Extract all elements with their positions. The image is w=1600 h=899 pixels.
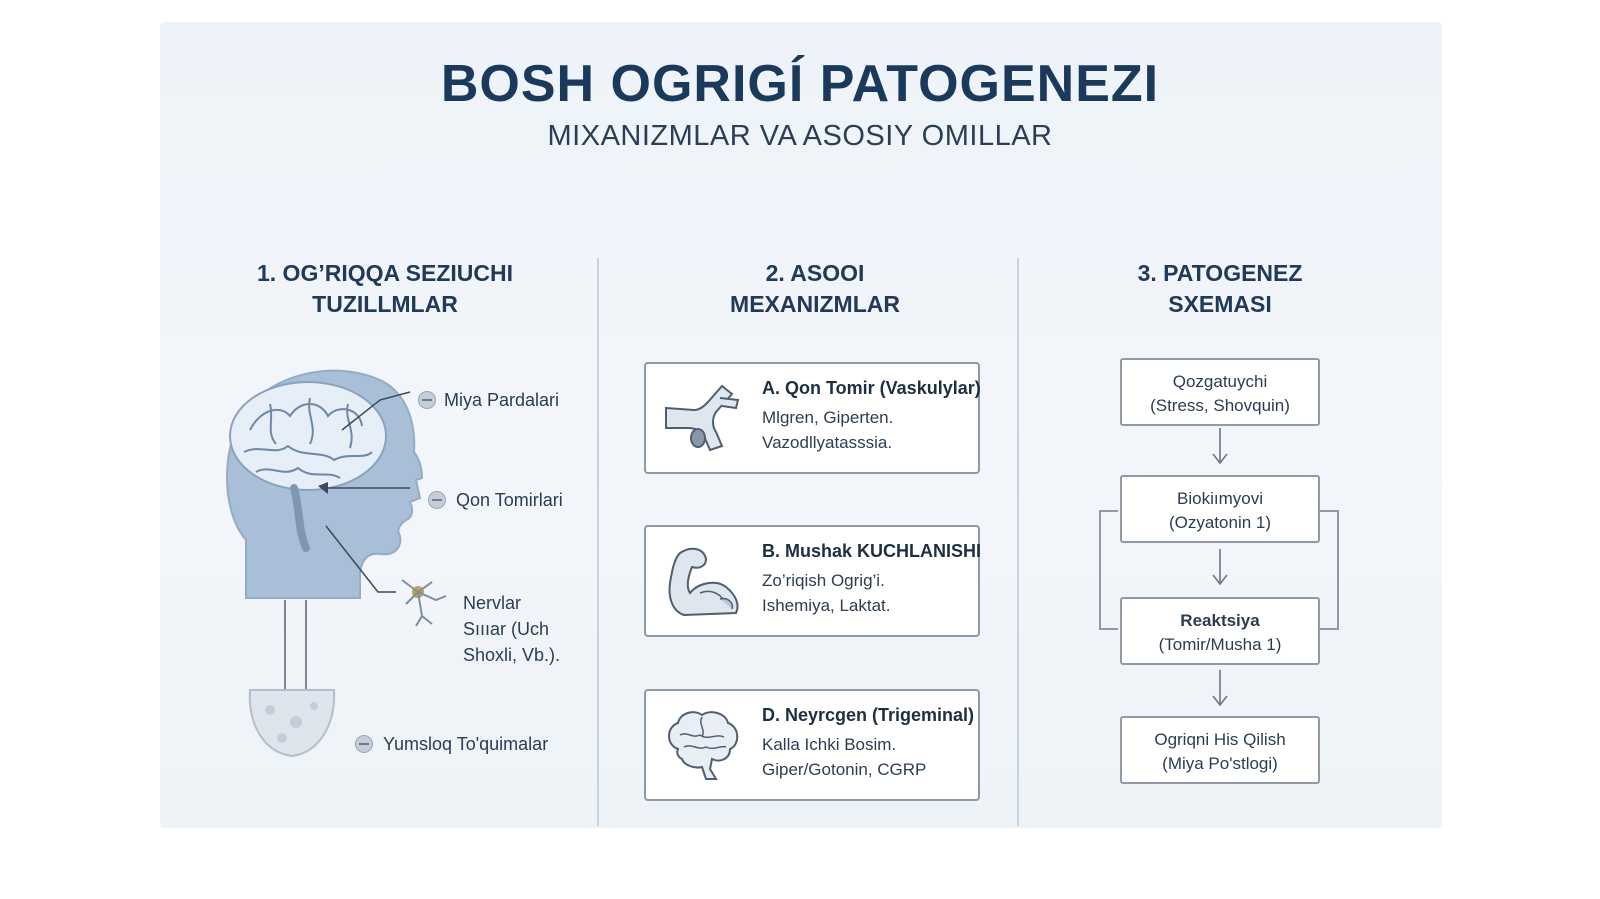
down-arrow-icon <box>1211 547 1229 587</box>
flow-step-reaction-line1: Reaktsiya <box>1180 611 1260 630</box>
mechanism-line1-neurogenic: Kalla Ichki Bosim. <box>762 735 897 754</box>
column-2-heading-line2: MEXANIZMLAR <box>730 291 900 317</box>
label-yumsoq-toquimalar: Yumsloq To'quimalar <box>383 734 549 754</box>
brain-icon <box>660 705 746 787</box>
mechanism-card-muscle <box>644 525 980 637</box>
column-2-heading-line1: 2. ASOOI <box>765 260 865 286</box>
flow-step-trigger-line2: (Stress, Shovquin) <box>1150 396 1290 415</box>
mechanism-line1-muscle: Zo’riqish Ogrig’i. <box>762 571 885 590</box>
down-arrow-icon <box>1211 668 1229 708</box>
muscle-arm-icon <box>660 541 746 623</box>
column-3-heading-line2: SXEMASI <box>1168 291 1272 317</box>
column-1-heading-line2: TUZILLMLAR <box>312 291 458 317</box>
flow-step-pain-perception-line2: (Miya Po'stlogi) <box>1162 754 1278 773</box>
mechanism-title-neurogenic: D. Neyrcgen (Trigeminal) <box>762 705 975 725</box>
page-title: BOSH OGRIGÍ PATOGENEZI <box>440 55 1160 113</box>
label-nervlar-line2: Sıııar (Uch <box>463 619 550 639</box>
yumsoq-bullet-icon <box>355 735 373 753</box>
label-nervlar-line1: Nervlar <box>463 593 522 613</box>
down-arrow-icon <box>1211 426 1229 466</box>
flow-step-trigger <box>1120 358 1320 426</box>
column-1-heading <box>220 258 550 320</box>
flow-step-reaction <box>1120 597 1320 665</box>
label-qon-tomirlari: Qon Tomirlari <box>456 490 563 510</box>
column-3-heading-line1: 3. PATOGENEZ <box>1137 260 1303 286</box>
column-divider-2 <box>1017 258 1019 826</box>
column-1-heading-line1: 1. OG’RIQQA SEZIUCHI <box>256 260 513 286</box>
nerve-cell-icon <box>402 580 446 626</box>
page-subtitle: MIXANIZMLAR VA ASOSIY OMILLAR <box>547 120 1053 152</box>
label-nervlar <box>463 590 560 668</box>
mechanism-line2-neurogenic: Giper/Gotonin, CGRP <box>762 760 927 779</box>
mechanism-line2-muscle: Ishemiya, Laktat. <box>762 596 891 615</box>
flow-step-reaction-line2: (Tomir/Musha 1) <box>1158 635 1282 654</box>
soft-tissue-icon <box>250 690 334 756</box>
mechanism-card-neurogenic <box>644 689 980 801</box>
column-2-heading <box>650 258 980 320</box>
flow-step-trigger-line1: Qozgatuychi <box>1172 372 1268 391</box>
flow-step-biochemical-line2: (Ozyatonin 1) <box>1168 513 1272 532</box>
label-nervlar-line3: Shoxli, Vb.). <box>463 645 561 665</box>
mechanism-card-vascular <box>644 362 980 474</box>
qon-bullet-icon <box>428 491 446 509</box>
mechanism-title-muscle: B. Mushak KUCHLANISHI <box>762 541 982 561</box>
flow-step-biochemical <box>1120 475 1320 543</box>
blood-vessel-icon <box>660 378 746 460</box>
flow-step-pain-perception <box>1120 716 1320 784</box>
mechanism-title-vascular: A. Qon Tomir (Vaskulylar) <box>762 378 981 398</box>
label-miya-pardalari: Miya Pardalari <box>444 390 560 410</box>
head-anatomy-illustration <box>210 360 610 790</box>
miya-bullet-icon <box>418 391 436 409</box>
column-3-heading <box>1055 258 1385 320</box>
mechanism-line1-vascular: Mlgren, Giperten. <box>762 408 894 427</box>
flow-step-pain-perception-line1: Ogriqni His Qilish <box>1154 730 1286 749</box>
mechanism-line2-vascular: Vazodllyatasssia. <box>762 433 893 452</box>
flow-step-biochemical-line1: Biokiımyovi <box>1177 489 1263 508</box>
